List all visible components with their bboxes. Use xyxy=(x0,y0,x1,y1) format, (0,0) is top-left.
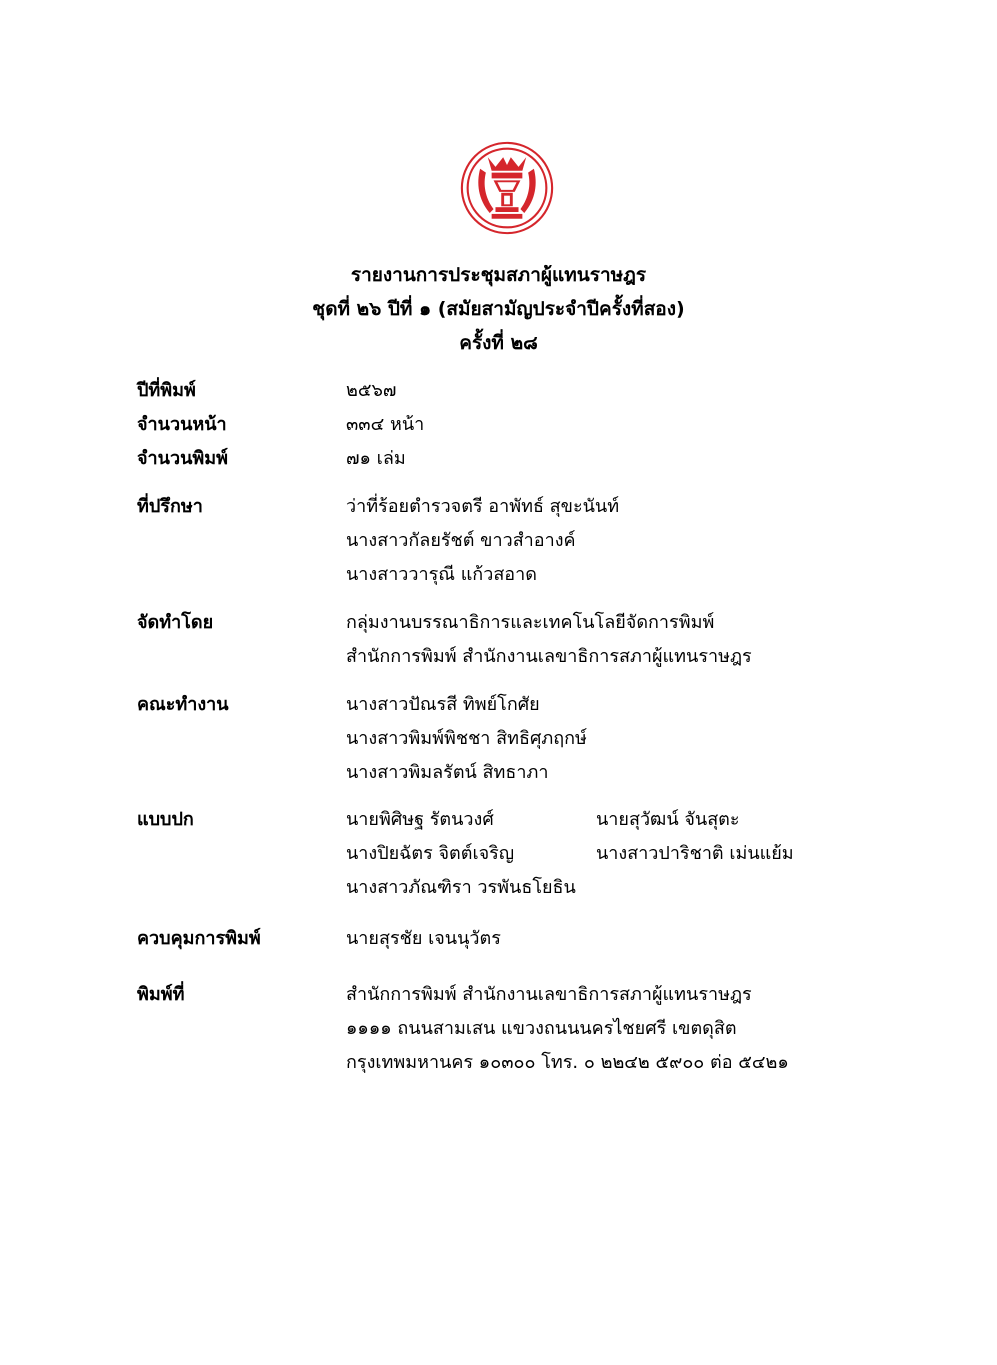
prepared-by-line: สำนักการพิมพ์ สำนักงานเลขาธิการสภาผู้แทนราษฎร xyxy=(346,646,752,667)
designer-name: นางปิยฉัตร จิตต์เจริญ xyxy=(346,843,515,864)
report-subtitle: ชุดที่ ๒๖ ปีที่ ๑ (สมัยสามัญประจำปีครั้งที่สอง) xyxy=(312,298,685,320)
copies-label: จำนวนพิมพ์ xyxy=(137,448,228,469)
prepared-by-label: จัดทำโดย xyxy=(137,612,214,633)
year-value: ๒๕๖๗ xyxy=(346,380,397,401)
advisor-name: นางสาววารุณี แก้วสอาด xyxy=(346,564,537,585)
pages-value: ๓๓๔ หน้า xyxy=(346,414,425,435)
print-control-name: นายสุรชัย เจนนุวัตร xyxy=(346,928,501,949)
copies-value: ๗๑ เล่ม xyxy=(346,448,406,469)
report-session: ครั้งที่ ๒๘ xyxy=(459,332,538,354)
team-member-name: นางสาวพิมพ์พิชชา สิทธิศุภฤกษ์ xyxy=(346,728,587,749)
advisor-name: ว่าที่ร้อยตำรวจตรี อาพัทธ์ สุขะนันท์ xyxy=(346,496,620,517)
year-label: ปีที่พิมพ์ xyxy=(137,380,196,401)
document-title-block xyxy=(0,258,997,360)
designer-name: นายสุวัฒน์ จันสุตะ xyxy=(596,809,740,830)
advisor-name: นางสาวกัลยรัชต์ ขาวสำอางค์ xyxy=(346,530,576,551)
designer-name: นางสาวภัณฑิรา วรพันธโยธิน xyxy=(346,877,576,898)
parliament-emblem-icon xyxy=(459,140,555,236)
printer-contact: กรุงเทพมหานคร ๑๐๓๐๐ โทร. ๐ ๒๒๔๒ ๕๙๐๐ ต่อ ๕๔๒๑ xyxy=(346,1052,789,1073)
team-member-name: นางสาวพิมลรัตน์ สิทธาภา xyxy=(346,762,549,783)
printer-line: สำนักการพิมพ์ สำนักงานเลขาธิการสภาผู้แทนราษฎร xyxy=(346,984,752,1005)
pages-label: จำนวนหน้า xyxy=(137,414,227,435)
printer-address: ๑๑๑๑ ถนนสามเสน แขวงถนนนครไชยศรี เขตดุสิต xyxy=(346,1018,737,1039)
team-member-name: นางสาวปัณรสี ทิพย์โกศัย xyxy=(346,694,540,715)
prepared-by-line: กลุ่มงานบรรณาธิการและเทคโนโลยีจัดการพิมพ์ xyxy=(346,612,715,633)
advisors-label: ที่ปรึกษา xyxy=(137,496,203,517)
working-team-label: คณะทำงาน xyxy=(137,694,229,715)
printed-at-label: พิมพ์ที่ xyxy=(137,984,185,1005)
designer-name: นางสาวปาริชาติ เม่นแย้ม xyxy=(596,843,794,864)
print-control-label: ควบคุมการพิมพ์ xyxy=(137,928,261,949)
report-title: รายงานการประชุมสภาผู้แทนราษฎร xyxy=(350,264,647,286)
cover-design-label: แบบปก xyxy=(137,809,194,830)
designer-name: นายพิศิษฐ รัตนวงศ์ xyxy=(346,809,494,830)
